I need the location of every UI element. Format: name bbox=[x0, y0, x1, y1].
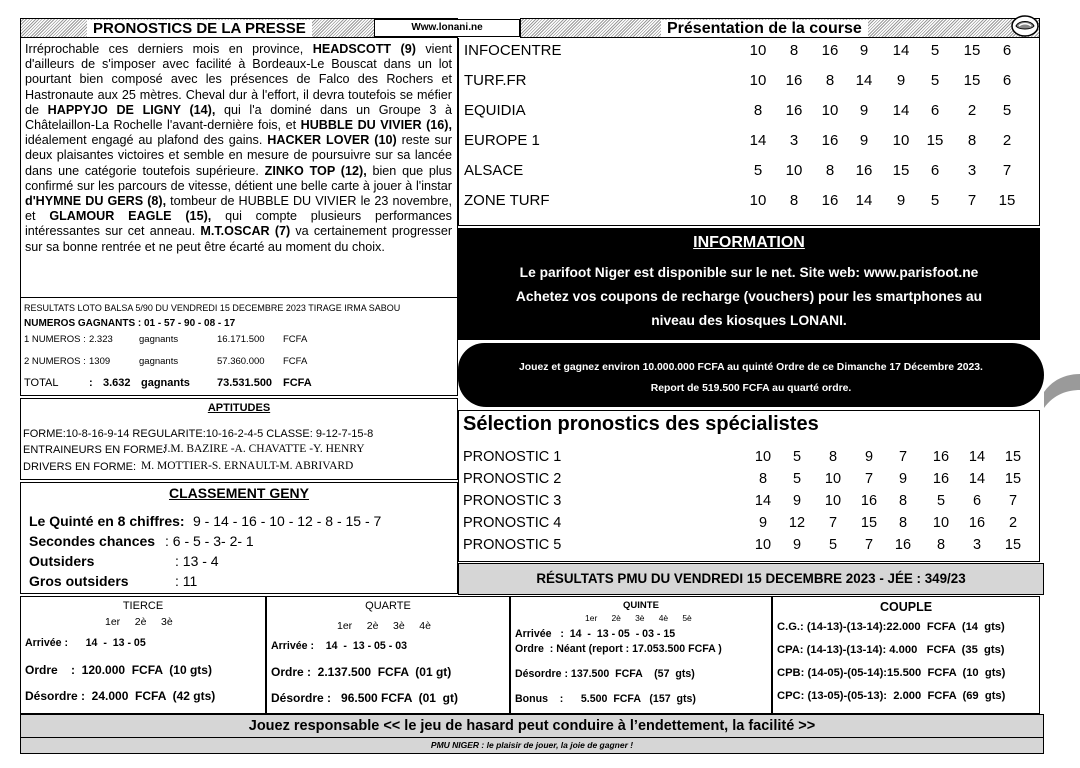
pronostic-name: PRONOSTIC 4 bbox=[463, 515, 562, 531]
presentation-number: 6 bbox=[1002, 72, 1012, 89]
pronostic-number: 15 bbox=[1004, 471, 1022, 487]
jackpot-line-2: Report de 519.500 FCFA au quarté ordre. bbox=[650, 383, 852, 394]
pronostic-number: 15 bbox=[1004, 449, 1022, 465]
geny-secondes-label: Secondes chances bbox=[29, 533, 156, 549]
presentation-number: 6 bbox=[930, 162, 940, 179]
information-box bbox=[458, 228, 1040, 340]
drivers-value: M. MOTTIER-S. ERNAULT-M. ABRIVARD bbox=[141, 460, 354, 472]
pronostic-number: 10 bbox=[754, 537, 772, 553]
presentation-number: 8 bbox=[789, 192, 799, 209]
presentation-number: 10 bbox=[749, 72, 767, 89]
pronostic-number: 5 bbox=[828, 537, 838, 553]
pronostic-number: 8 bbox=[936, 537, 946, 553]
quarte-ordre: Ordre : 2.137.500 FCFA (01 gt) bbox=[271, 665, 452, 679]
presentation-title: Présentation de la course bbox=[661, 20, 868, 37]
pronostic-number: 5 bbox=[936, 493, 946, 509]
loto-row-2-label: 2 NUMEROS : bbox=[24, 356, 86, 367]
quinte-bonus: Bonus : 5.500 FCFA (157 gts) bbox=[515, 693, 696, 705]
loto-total-currency: FCFA bbox=[283, 377, 312, 389]
presentation-number: 5 bbox=[930, 42, 940, 59]
presentation-number: 15 bbox=[926, 132, 944, 149]
presentation-number: 8 bbox=[753, 102, 763, 119]
pronostic-number: 8 bbox=[758, 471, 768, 487]
presentation-number: 15 bbox=[892, 162, 910, 179]
information-title: INFORMATION bbox=[693, 234, 805, 251]
aptitudes-title: APTITUDES bbox=[207, 402, 271, 414]
tierce-box bbox=[20, 596, 266, 714]
horse-name: HUBBLE DU VIVIER (16), bbox=[300, 118, 452, 133]
pronostic-number: 9 bbox=[864, 449, 874, 465]
couple-cpa: CPA: (14-13)-(13-14): 4.000 FCFA (35 gts) bbox=[777, 644, 1005, 656]
pronostic-name: PRONOSTIC 2 bbox=[463, 471, 562, 487]
presentation-number: 10 bbox=[749, 192, 767, 209]
couple-cpb: CPB: (14-05)-(05-14):15.500 FCFA (10 gts) bbox=[777, 667, 1006, 679]
pronostic-number: 9 bbox=[792, 537, 802, 553]
loto-row-1-amount: 16.171.500 bbox=[217, 334, 265, 345]
pronostic-row bbox=[463, 491, 1037, 511]
presentation-number: 16 bbox=[821, 42, 839, 59]
horse-name: ZINKO TOP (12), bbox=[264, 163, 367, 178]
pronostic-number: 7 bbox=[898, 449, 908, 465]
presentation-number: 10 bbox=[892, 132, 910, 149]
loto-total-sep: : bbox=[89, 377, 93, 389]
pronostic-number: 8 bbox=[828, 449, 838, 465]
presentation-number: 10 bbox=[821, 102, 839, 119]
entraineurs-label: ENTRAINEURS EN FORME: bbox=[23, 444, 167, 456]
presentation-number: 9 bbox=[896, 72, 906, 89]
couple-cg: C.G.: (14-13)-(13-14):22.000 FCFA (14 gts) bbox=[777, 621, 1005, 633]
aptitudes-forme: FORME:10-8-16-9-14 REGULARITE:10-16-2-4-5 CLASSE: 9-12-7-15-8 bbox=[23, 428, 374, 440]
pronostic-number: 7 bbox=[1008, 493, 1018, 509]
pronostic-number: 7 bbox=[864, 537, 874, 553]
presentation-number: 16 bbox=[785, 102, 803, 119]
information-line-3: niveau des kiosques LONANI. bbox=[651, 313, 847, 328]
pronostics-title: PRONOSTICS DE LA PRESSE bbox=[87, 20, 312, 37]
header-right-bar bbox=[520, 18, 1040, 38]
quarte-arrivee: Arrivée : 14 - 13 - 05 - 03 bbox=[271, 640, 408, 652]
geny-title: CLASSEMENT GENY bbox=[168, 485, 309, 501]
presentation-number: 15 bbox=[963, 42, 981, 59]
geny-gros-outsiders-value: : 11 bbox=[175, 573, 198, 589]
article-text: bien que plus confirmé sur les parcours de vitesse, détient une belle carte à jouer à l'instar bbox=[25, 163, 452, 193]
couple-cpc: CPC: (13-05)-(05-13): 2.000 FCFA (69 gts) bbox=[777, 690, 1006, 702]
presentation-number: 16 bbox=[821, 132, 839, 149]
press-article bbox=[20, 38, 458, 298]
article-text: vient d'ailleurs de s'imposer avec facilité à Bordeaux-Le Bouscat dans un lot pourtant bien composé avec les présences de Falco des Rochers et Hastronaute aux 25 mètres. Cheval dur à l'effort, il devra toutefois se méfier de bbox=[25, 42, 452, 117]
presentation-number: 10 bbox=[785, 162, 803, 179]
loto-row-2-amount: 57.360.000 bbox=[217, 356, 265, 367]
pronostic-number: 3 bbox=[972, 537, 982, 553]
presentation-source-name: ZONE TURF bbox=[464, 192, 550, 209]
pronostic-number: 16 bbox=[932, 449, 950, 465]
quarte-title: QUARTE bbox=[365, 600, 411, 612]
pronostic-number: 16 bbox=[968, 515, 986, 531]
presentation-row bbox=[464, 191, 1038, 211]
pronostic-row bbox=[463, 513, 1037, 533]
geny-outsiders-label: Outsiders bbox=[29, 553, 95, 569]
pronostic-number: 16 bbox=[932, 471, 950, 487]
pronostic-number: 14 bbox=[968, 449, 986, 465]
couple-box bbox=[772, 596, 1040, 714]
pronostic-number: 10 bbox=[932, 515, 950, 531]
article-text: va certainement progresser sur sa bonne rentrée et ne peut être écarté au moment du choix. bbox=[25, 224, 453, 254]
presentation-number: 16 bbox=[785, 72, 803, 89]
geny-quinte-label: Le Quinté en 8 chiffres: bbox=[29, 513, 185, 529]
jackpot-box bbox=[458, 343, 1044, 407]
pronostic-number: 15 bbox=[1004, 537, 1022, 553]
pronostic-number: 10 bbox=[754, 449, 772, 465]
selection-box bbox=[458, 410, 1040, 562]
presentation-number: 16 bbox=[855, 162, 873, 179]
horse-name: HACKER LOVER (10) bbox=[267, 133, 397, 148]
pronostic-number: 12 bbox=[788, 515, 806, 531]
horse-name: GLAMOUR EAGLE (15), bbox=[49, 209, 212, 224]
geny-outsiders-value: : 13 - 4 bbox=[175, 553, 219, 569]
loto-row-1-label: 1 NUMEROS : bbox=[24, 334, 86, 345]
website-label[interactable]: Www.lonani.ne bbox=[374, 19, 520, 37]
presentation-number: 14 bbox=[855, 72, 873, 89]
entraineurs-value: J.M. BAZIRE -A. CHAVATTE -Y. HENRY bbox=[163, 443, 365, 455]
presentation-number: 10 bbox=[749, 42, 767, 59]
information-line-1: Le parifoot Niger est disponible sur le net. Site web: www.parisfoot.ne bbox=[519, 265, 979, 280]
results-title: RÉSULTATS PMU DU VENDREDI 15 DECEMBRE 2023 - JÉE : 349/23 bbox=[458, 563, 1044, 595]
pronostic-number: 5 bbox=[792, 471, 802, 487]
horse-name: M.T.OSCAR (7) bbox=[200, 224, 291, 239]
pronostic-name: PRONOSTIC 1 bbox=[463, 449, 562, 465]
article-text: tombeur de HUBBLE DU VIVIER le 23 novembre, et bbox=[25, 194, 452, 224]
pronostic-number: 8 bbox=[898, 515, 908, 531]
presentation-number: 8 bbox=[967, 132, 977, 149]
geny-quinte-value: 9 - 14 - 16 - 10 - 12 - 8 - 15 - 7 bbox=[193, 513, 382, 529]
presentation-number: 15 bbox=[998, 192, 1016, 209]
presentation-source-name: ALSACE bbox=[464, 162, 524, 179]
tierce-title: TIERCE bbox=[122, 600, 164, 612]
presentation-number: 5 bbox=[930, 192, 940, 209]
pronostic-number: 10 bbox=[824, 471, 842, 487]
presentation-number: 9 bbox=[859, 42, 869, 59]
loto-total-word: gagnants bbox=[141, 377, 190, 389]
loto-row-1-count: 2.323 bbox=[89, 334, 113, 345]
presentation-number: 6 bbox=[930, 102, 940, 119]
presentation-number: 9 bbox=[859, 132, 869, 149]
pronostic-number: 2 bbox=[1008, 515, 1018, 531]
quinte-title: QUINTE bbox=[623, 600, 659, 611]
pronostic-name: PRONOSTIC 3 bbox=[463, 493, 562, 509]
tierce-ordre: Ordre : 120.000 FCFA (10 gts) bbox=[25, 663, 212, 677]
loto-row-2-word: gagnants bbox=[139, 356, 179, 367]
quinte-desordre: Désordre : 137.500 FCFA (57 gts) bbox=[515, 668, 695, 680]
presentation-number: 5 bbox=[1002, 102, 1012, 119]
slogan-banner: PMU NIGER : le plaisir de jouer, la joie de gagner ! bbox=[20, 738, 1044, 754]
pronostic-number: 14 bbox=[754, 493, 772, 509]
swoosh-decoration-icon bbox=[1044, 372, 1080, 412]
loto-row-1-word: gagnants bbox=[139, 334, 179, 345]
loto-total-amount: 73.531.500 bbox=[217, 377, 273, 389]
presentation-number: 15 bbox=[963, 72, 981, 89]
loto-total-label: TOTAL bbox=[24, 377, 59, 389]
presentation-number: 8 bbox=[825, 162, 835, 179]
pronostic-number: 8 bbox=[898, 493, 908, 509]
presentation-number: 16 bbox=[821, 192, 839, 209]
presentation-number: 14 bbox=[749, 132, 767, 149]
loto-row-2-currency: FCFA bbox=[283, 356, 308, 367]
aptitudes-box bbox=[20, 398, 458, 480]
presentation-row bbox=[464, 131, 1038, 151]
pronostic-number: 5 bbox=[792, 449, 802, 465]
presentation-number: 7 bbox=[1002, 162, 1012, 179]
loto-winning-numbers: NUMEROS GAGNANTS : 01 - 57 - 90 - 08 - 17 bbox=[24, 318, 236, 329]
jackpot-line-1: Jouez et gagnez environ 10.000.000 FCFA au quinté Ordre de ce Dimanche 17 Décembre 2023. bbox=[519, 362, 983, 373]
presentation-source-name: TURF.FR bbox=[464, 72, 527, 89]
horse-name: HAPPYJO DE LIGNY (14), bbox=[47, 102, 216, 117]
classement-geny-box bbox=[20, 482, 458, 594]
presentation-number: 14 bbox=[855, 192, 873, 209]
presentation-number: 14 bbox=[892, 42, 910, 59]
presentation-number: 5 bbox=[930, 72, 940, 89]
pronostic-number: 6 bbox=[972, 493, 982, 509]
pronostic-number: 16 bbox=[860, 493, 878, 509]
presentation-table bbox=[458, 38, 1040, 226]
presentation-row bbox=[464, 161, 1038, 181]
loto-total-count: 3.632 bbox=[103, 377, 131, 389]
presentation-number: 5 bbox=[753, 162, 763, 179]
quinte-box bbox=[510, 596, 772, 714]
quinte-ordre: Ordre : Néant (report : 17.053.500 FCFA ) bbox=[515, 643, 722, 655]
presentation-number: 3 bbox=[967, 162, 977, 179]
pronostic-name: PRONOSTIC 5 bbox=[463, 537, 562, 553]
pronostic-row bbox=[463, 535, 1037, 555]
presentation-number: 6 bbox=[1002, 42, 1012, 59]
information-line-2: Achetez vos coupons de recharge (vouchers) pour les smartphones au bbox=[515, 289, 983, 304]
presentation-number: 3 bbox=[789, 132, 799, 149]
presentation-number: 2 bbox=[1002, 132, 1012, 149]
pronostic-number: 10 bbox=[824, 493, 842, 509]
responsible-gaming-banner: Jouez responsable << le jeu de hasard peut conduire à l’endettement, la facilité >> bbox=[20, 714, 1044, 738]
presentation-number: 9 bbox=[896, 192, 906, 209]
pronostic-number: 7 bbox=[828, 515, 838, 531]
pronostic-number: 16 bbox=[894, 537, 912, 553]
presentation-source-name: EUROPE 1 bbox=[464, 132, 540, 149]
presentation-row bbox=[464, 71, 1038, 91]
pronostic-number: 15 bbox=[860, 515, 878, 531]
presentation-number: 9 bbox=[859, 102, 869, 119]
quarte-desordre: Désordre : 96.500 FCFA (01 gt) bbox=[271, 691, 458, 705]
presentation-row bbox=[464, 41, 1038, 61]
horse-name: HEADSCOTT (9) bbox=[312, 42, 416, 56]
pronostic-number: 9 bbox=[898, 471, 908, 487]
drivers-label: DRIVERS EN FORME: bbox=[23, 461, 137, 473]
tierce-arrivee: Arrivée : 14 - 13 - 05 bbox=[25, 637, 146, 649]
quinte-places: 1er 2è 3è 4è 5è bbox=[585, 613, 692, 623]
geny-secondes-value: : 6 - 5 - 3- 2- 1 bbox=[165, 533, 254, 549]
lonani-logo-icon bbox=[1010, 14, 1040, 38]
geny-gros-outsiders-label: Gros outsiders bbox=[29, 573, 129, 589]
presentation-number: 8 bbox=[825, 72, 835, 89]
presentation-source-name: EQUIDIA bbox=[464, 102, 526, 119]
selection-title: Sélection pronostics des spécialistes bbox=[463, 413, 819, 435]
tierce-desordre: Désordre : 24.000 FCFA (42 gts) bbox=[25, 689, 216, 703]
loto-results bbox=[20, 298, 458, 396]
pronostic-number: 7 bbox=[864, 471, 874, 487]
presentation-row bbox=[464, 101, 1038, 121]
quinte-arrivee: Arrivée : 14 - 13 - 05 - 03 - 15 bbox=[515, 628, 676, 640]
quarte-places: 1er 2è 3è 4è bbox=[337, 620, 431, 632]
pronostic-number: 14 bbox=[968, 471, 986, 487]
article-text: qui l'a dominé dans un Groupe 3 à Châtelaillon-La Rochelle l'avant-dernière fois, et bbox=[25, 102, 452, 133]
pronostic-number: 9 bbox=[758, 515, 768, 531]
pronostic-row bbox=[463, 447, 1037, 467]
tierce-places: 1er 2è 3è bbox=[105, 616, 173, 628]
presentation-number: 14 bbox=[892, 102, 910, 119]
couple-title: COUPLE bbox=[879, 600, 933, 614]
article-text: reste sur deux plaisantes victoires et semble en mesure de poursuivre sur sa lancée dans une catégorie toutefois supérieure. bbox=[25, 133, 452, 178]
article-text: qui compte plusieurs performances intéressantes sur cet anneau. bbox=[25, 209, 452, 239]
presentation-number: 7 bbox=[967, 192, 977, 209]
pronostic-number: 9 bbox=[792, 493, 802, 509]
horse-name: d'HYMNE DU GERS (8), bbox=[25, 194, 167, 209]
presentation-number: 2 bbox=[967, 102, 977, 119]
loto-row-2-count: 1309 bbox=[89, 356, 111, 367]
loto-title: RESULTATS LOTO BALSA 5/90 DU VENDREDI 15 DECEMBRE 2023 TIRAGE IRMA SABOU bbox=[24, 303, 401, 313]
article-text: Irréprochable ces derniers mois en province, bbox=[25, 42, 313, 56]
loto-row-1-currency: FCFA bbox=[283, 334, 308, 345]
presentation-number: 8 bbox=[789, 42, 799, 59]
quarte-box bbox=[266, 596, 510, 714]
presentation-source-name: INFOCENTRE bbox=[464, 42, 562, 59]
pronostic-row bbox=[463, 469, 1037, 489]
article-text: idéalement engagé au plafond des gains. bbox=[25, 133, 268, 148]
